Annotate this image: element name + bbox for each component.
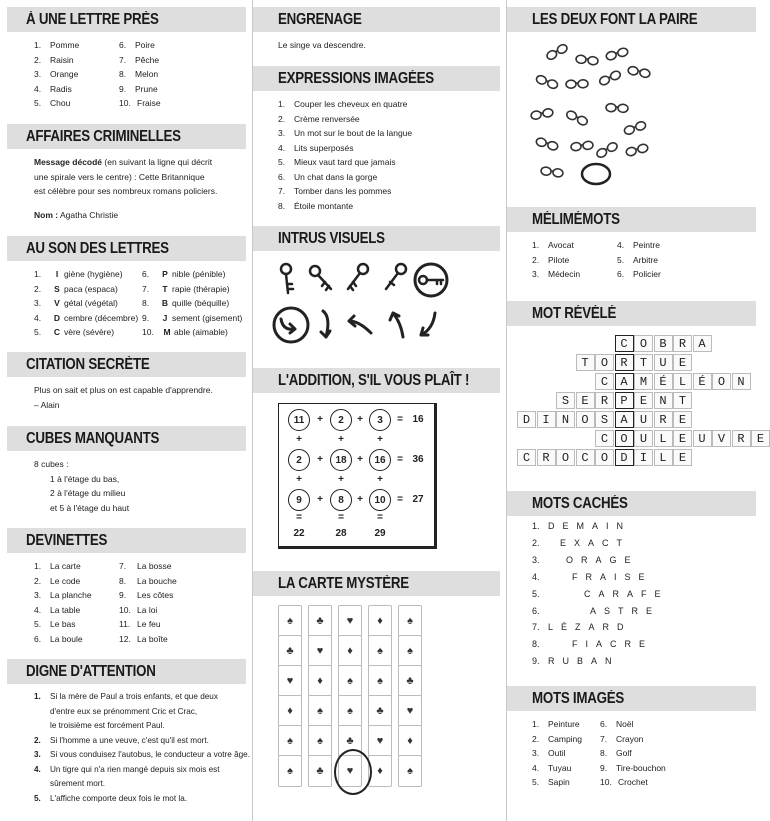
letter-cell: L: [673, 373, 692, 390]
glasses-icon: [535, 74, 558, 89]
list-item: 1. La carte: [34, 561, 81, 571]
card-grid: [278, 605, 428, 790]
list-item: 7. Crayon: [600, 733, 644, 744]
column-total: 28: [335, 528, 347, 539]
playing-card: [308, 605, 332, 637]
playing-card: [368, 725, 392, 757]
equals-sign: =: [338, 512, 344, 523]
section-title: À UNE LETTRE PRÈS: [26, 11, 159, 28]
arrow-icon: [390, 313, 403, 337]
letter-cell: I: [634, 449, 653, 466]
addition-number: 18: [330, 449, 352, 471]
glasses-icon: [571, 141, 594, 151]
list-item: 2. Pilote: [532, 254, 570, 265]
playing-card: [368, 605, 392, 637]
letter-cell: E: [673, 411, 692, 428]
list-item: 5. C vère (sévère): [34, 327, 115, 337]
letter-cell: O: [615, 430, 634, 447]
list-item: 10. La loi: [119, 604, 158, 615]
playing-card: [398, 605, 422, 637]
column-total: 22: [293, 528, 305, 539]
list-item: 2. EXACT: [532, 537, 631, 548]
equals-sign: =: [397, 454, 403, 465]
letter-cell: C: [576, 449, 595, 466]
letter-cell: T: [634, 354, 653, 371]
list-item: 3. Orange: [34, 69, 79, 79]
letter-cell: U: [634, 411, 653, 428]
list-item: 5. Chou: [34, 98, 71, 108]
list-item: 10. Crochet: [600, 777, 648, 787]
section-intrus-visuels: [253, 226, 506, 356]
list-item: 2. Raisin: [34, 54, 74, 65]
card-suit-icon: ♥: [346, 615, 354, 627]
addition-number: 2: [330, 409, 352, 431]
glasses-icon: [595, 141, 618, 159]
list-item: 2. Si l'homme a une veuve, c'est qu'il est mort.: [34, 735, 209, 745]
glasses-icon: [541, 167, 564, 178]
letter-cell: R: [595, 392, 614, 409]
card-suit-icon: ♦: [287, 705, 293, 717]
addition-number: 3: [369, 409, 391, 431]
equals-sign: =: [397, 414, 403, 425]
letter-cell: A: [615, 373, 634, 390]
playing-card: [278, 725, 302, 757]
list-item: 1. Pomme: [34, 40, 80, 50]
card-suit-icon: ♣: [406, 675, 414, 687]
card-suit-icon: ♦: [317, 675, 323, 687]
card-suit-icon: ♠: [287, 615, 293, 627]
list-item: 3. Outil: [532, 748, 566, 758]
list-item: 4. Tuyau: [532, 762, 572, 773]
section-title: MOTS CACHÉS: [532, 495, 628, 512]
playing-card: [308, 635, 332, 667]
list-item: 2. Crème renversée: [278, 113, 360, 124]
section-au-son-des-lettres: [0, 236, 252, 340]
key-icon: [310, 266, 331, 290]
letter-cell: É: [654, 373, 673, 390]
letter-cell: R: [615, 354, 634, 371]
row-total: 16: [412, 414, 424, 425]
plus-sign: +: [296, 474, 302, 485]
letter-cell: E: [751, 430, 770, 447]
list-item: 3. ORAGE: [532, 554, 639, 565]
equals-sign: =: [296, 512, 302, 523]
letter-cell: R: [673, 335, 692, 352]
arrow-icon: [421, 313, 435, 335]
list-item: 1. Avocat: [532, 240, 574, 250]
section-title: MOT RÉVÉLÉ: [532, 305, 617, 322]
letter-cell: U: [634, 430, 653, 447]
list-item: 4. Peintre: [617, 240, 660, 250]
letter-cell: C: [615, 335, 634, 352]
plus-sign: +: [296, 434, 302, 445]
list-item: 6. ASTRE: [532, 605, 661, 616]
list-item: 10. Fraise: [119, 98, 161, 108]
list-item: 7. Pêche: [119, 54, 160, 65]
list-item: 2. Le code: [34, 575, 81, 586]
card-suit-icon: ♣: [346, 735, 354, 747]
plus-sign: +: [317, 454, 323, 465]
playing-card: [338, 695, 362, 727]
section-addition: [253, 368, 506, 539]
playing-card: [278, 605, 302, 637]
list-item: 9. J sement (gisement): [142, 312, 243, 323]
key-icon: [386, 264, 406, 289]
list-item: 6. Policier: [617, 269, 661, 279]
section-title: MOTS IMAGÉS: [532, 690, 624, 707]
glasses-icon: [623, 120, 646, 135]
section-title: CUBES MANQUANTS: [26, 430, 160, 447]
list-item: 9. Prune: [119, 83, 158, 94]
glasses-icon: [576, 55, 599, 66]
playing-card: [368, 695, 392, 727]
letter-cell: U: [654, 354, 673, 371]
section-title: AU SON DES LETTRES: [26, 240, 169, 257]
list-item: 5. Mieux vaut tard que jamais: [278, 157, 396, 167]
playing-card: [338, 665, 362, 697]
letter-cell: S: [556, 392, 575, 409]
list-item: 1. Peinture: [532, 719, 580, 729]
letter-cell: M: [634, 373, 653, 390]
letter-cell: O: [634, 335, 653, 352]
list-item: 5. L'affiche comporte deux fois le mot la.: [34, 793, 188, 803]
card-suit-icon: ♦: [347, 645, 353, 657]
letter-cell: R: [732, 430, 751, 447]
card-suit-icon: ♠: [407, 615, 413, 627]
section-affaires-criminelles: AFFAIRES CRIMINELLES Message décodé (en suivant la ligne qui décrit une spirale vers le centre) : Cette Britannique est célèbre pour ses nombreux romans policiers. Nom : Agatha Christie: [0, 124, 252, 222]
glasses-icon: [625, 143, 648, 156]
playing-card: [398, 635, 422, 667]
section-citation-secrete: CITATION SECRÈTE Plus on sait et plus on est capable d'apprendre. – Alain: [0, 352, 252, 412]
addition-number: 2: [288, 449, 310, 471]
list-item: 8. B quille (béquille): [142, 298, 230, 308]
section-title: INTRUS VISUELS: [278, 230, 385, 247]
section-mots-images: [507, 686, 762, 790]
key-icon: [415, 264, 447, 296]
list-item: 4. D cembre (décembre): [34, 312, 139, 323]
card-suit-icon: ♥: [316, 645, 324, 657]
card-suit-icon: ♠: [317, 705, 323, 717]
list-item: 6. Noël: [600, 719, 634, 729]
glasses-icon: [545, 43, 568, 61]
plus-sign: +: [377, 434, 383, 445]
section-devinettes: [0, 528, 252, 646]
letter-cell: V: [712, 430, 731, 447]
letter-cell: U: [693, 430, 712, 447]
playing-card: [278, 695, 302, 727]
list-item: 6. Poire: [119, 40, 155, 50]
letter-cell: D: [517, 411, 536, 428]
list-item: 4. Un tigre qui n'a rien mangé depuis six mois est: [34, 764, 220, 774]
list-item: 1. I giène (hygiène): [34, 269, 123, 279]
addition-number: 9: [288, 489, 310, 511]
letter-cell: P: [615, 392, 634, 409]
list-item: 6. Un chat dans la gorge: [278, 171, 378, 182]
card-suit-icon: ♠: [287, 765, 293, 777]
equals-sign: =: [397, 494, 403, 505]
section-title: LES DEUX FONT LA PAIRE: [532, 11, 698, 28]
column-1: [0, 0, 253, 821]
letter-cell: N: [556, 411, 575, 428]
section-melimemots: [507, 207, 762, 282]
section-title: DIGNE D'ATTENTION: [26, 663, 156, 680]
letter-cell: L: [654, 449, 673, 466]
list-item: 8. FIACRE: [532, 639, 654, 650]
playing-card: [398, 755, 422, 787]
glasses-image: [507, 32, 762, 192]
list-item: 8. La bouche: [119, 575, 177, 586]
playing-card: [368, 665, 392, 697]
playing-card: [308, 695, 332, 727]
list-item: 3. Un mot sur le bout de la langue: [278, 128, 413, 138]
list-item: 7. La bosse: [119, 561, 172, 571]
list-item: 2. Camping: [532, 733, 583, 744]
list-item: 7. LÉZARD: [532, 622, 632, 633]
section-digne-dattention: DIGNE D'ATTENTION 1. Si la mère de Paul a trois enfants, et que deux d'entre eux se prénomment Cric et Crac, le troisième est forcément Paul. 2. Si l'homme a une veuve, c'est qu'il est mort. 3. Si vous conduisez l'autobus, le conducteur a votre âge. 4. Un tigre qui n'a rien mangé depuis six mois est sûrement mort. 5. L'affiche comporte deux fois le mot la.: [0, 659, 252, 806]
letter-cell: O: [595, 354, 614, 371]
section-engrenage: ENGRENAGE Le singe va descendre.: [253, 7, 506, 53]
section-title: EXPRESSIONS IMAGÉES: [278, 70, 434, 87]
section-title: MÉLIMÉMOTS: [532, 211, 620, 228]
section-title: L'ADDITION, S'IL VOUS PLAÎT !: [278, 372, 470, 389]
list-item: 9. Tire-bouchon: [600, 762, 666, 773]
plus-sign: +: [338, 434, 344, 445]
plus-sign: +: [317, 414, 323, 425]
letter-cell: T: [576, 354, 595, 371]
glasses-icon: [535, 137, 558, 151]
card-suit-icon: ♠: [377, 645, 383, 657]
letter-cell: L: [654, 430, 673, 447]
section-cubes-manquants: CUBES MANQUANTS 8 cubes : 1 à l'étage du bas, 2 à l'étage du milieu et 5 à l'étage du haut: [0, 426, 252, 515]
section-title: AFFAIRES CRIMINELLES: [26, 128, 181, 145]
highlight-circle: [334, 749, 372, 795]
card-suit-icon: ♦: [407, 735, 413, 747]
list-item: 3. V gétal (végétal): [34, 298, 118, 308]
card-suit-icon: ♠: [317, 735, 323, 747]
playing-card: [338, 605, 362, 637]
playing-card: [278, 665, 302, 697]
card-suit-icon: ♣: [316, 615, 324, 627]
letter-cell: O: [595, 449, 614, 466]
card-suit-icon: ♥: [286, 675, 294, 687]
addition-number: 16: [369, 449, 391, 471]
list-item: 8. Étoile montante: [278, 200, 354, 211]
section-les-deux-font-la-paire: [507, 7, 762, 192]
glasses-icon: [627, 66, 650, 78]
card-suit-icon: ♣: [376, 705, 384, 717]
playing-card: [398, 665, 422, 697]
letter-cell: D: [615, 449, 634, 466]
letter-cell: E: [576, 392, 595, 409]
glasses-icon: [565, 110, 588, 127]
list-item: 10. M able (aimable): [142, 327, 228, 337]
list-item: 1. Si la mère de Paul a trois enfants, et que deux: [34, 692, 218, 701]
letter-cell: E: [673, 354, 692, 371]
list-item: 4. Radis: [34, 83, 72, 94]
card-suit-icon: ♥: [346, 765, 354, 777]
card-suit-icon: ♥: [376, 735, 384, 747]
plus-sign: +: [377, 474, 383, 485]
letter-cell: T: [673, 392, 692, 409]
addition-grid: [278, 403, 437, 549]
letter-cell: N: [654, 392, 673, 409]
playing-card: [368, 635, 392, 667]
plus-sign: +: [317, 494, 323, 505]
column-2: [253, 0, 507, 821]
intrus-visuels-image: [253, 251, 506, 356]
letter-cell: N: [732, 373, 751, 390]
key-icon: [281, 264, 293, 293]
letter-cell: B: [654, 335, 673, 352]
list-item: 7. Tomber dans les pommes: [278, 186, 392, 196]
card-suit-icon: ♠: [407, 645, 413, 657]
list-item: 5. Sapin: [532, 777, 570, 787]
letter-cell: C: [595, 373, 614, 390]
addition-number: 8: [330, 489, 352, 511]
card-suit-icon: ♦: [377, 765, 383, 777]
card-suit-icon: ♠: [347, 675, 353, 687]
section-mot-revele: [507, 301, 765, 465]
hidden-words-list: [532, 521, 757, 671]
letter-cell: O: [576, 411, 595, 428]
plus-sign: +: [357, 494, 363, 505]
card-suit-icon: ♣: [286, 645, 294, 657]
list-item: 5. Arbitre: [617, 254, 659, 265]
addition-number: 10: [369, 489, 391, 511]
column-total: 29: [374, 528, 386, 539]
list-item: 8. Melon: [119, 69, 159, 79]
letter-cell: O: [556, 449, 575, 466]
playing-card: [308, 665, 332, 697]
list-item: 1. Couper les cheveux en quatre: [278, 99, 408, 109]
letter-cell: A: [693, 335, 712, 352]
section-mots-caches: [507, 491, 762, 667]
letter-cell: R: [537, 449, 556, 466]
list-item: 12. La boîte: [119, 633, 168, 644]
letter-cell: E: [634, 392, 653, 409]
card-suit-icon: ♦: [377, 615, 383, 627]
key-icon: [348, 264, 368, 290]
arrow-icon: [349, 316, 371, 333]
plus-sign: +: [357, 454, 363, 465]
glasses-icon: [606, 103, 628, 112]
section-title: DEVINETTES: [26, 532, 108, 549]
list-item: 6. La boule: [34, 633, 83, 644]
plus-sign: +: [357, 414, 363, 425]
row-total: 36: [412, 454, 424, 465]
equals-sign: =: [377, 512, 383, 523]
section-title: ENGRENAGE: [278, 11, 362, 28]
list-item: 3. La planche: [34, 590, 92, 600]
letter-cell: S: [595, 411, 614, 428]
arrow-icon: [274, 308, 308, 342]
list-item: 2. S paca (espaca): [34, 283, 118, 294]
letter-cell: É: [693, 373, 712, 390]
list-item: 6. P nible (pénible): [142, 269, 226, 279]
letter-cell: E: [673, 430, 692, 447]
row-total: 27: [412, 494, 424, 505]
letter-cell: A: [615, 411, 634, 428]
list-item: 9. Les côtes: [119, 590, 174, 600]
list-item: 8. Golf: [600, 748, 632, 758]
letter-cell: R: [654, 411, 673, 428]
plus-sign: +: [338, 474, 344, 485]
section-la-carte-mystere: [253, 571, 506, 777]
letter-cell: I: [537, 411, 556, 428]
section-expressions-imagees: [253, 66, 506, 213]
list-item: 5. Le bas: [34, 619, 76, 629]
column-3: [507, 0, 765, 821]
playing-card: [398, 725, 422, 757]
letter-cell: C: [517, 449, 536, 466]
list-item: 5. CARAFE: [532, 588, 669, 599]
list-item: 3. Si vous conduisez l'autobus, le conducteur a votre âge.: [34, 750, 251, 759]
playing-card: [308, 725, 332, 757]
playing-card: [338, 635, 362, 667]
card-suit-icon: ♥: [406, 705, 414, 717]
list-item: 4. FRAISE: [532, 571, 653, 582]
letter-cell: E: [673, 449, 692, 466]
playing-card: [308, 755, 332, 787]
glasses-icon: [598, 70, 621, 87]
section-title: CITATION SECRÈTE: [26, 356, 150, 373]
list-item: 3. Médecin: [532, 269, 581, 279]
list-item: 4. La table: [34, 604, 81, 615]
card-suit-icon: ♠: [407, 765, 413, 777]
card-suit-icon: ♠: [377, 675, 383, 687]
list-item: 9. RUBAN: [532, 656, 620, 667]
glasses-icon: [530, 108, 553, 120]
glasses-icon: [605, 47, 628, 61]
card-suit-icon: ♠: [287, 735, 293, 747]
word-grid: [507, 335, 765, 475]
arrow-icon: [321, 311, 330, 337]
glasses-icon: [566, 80, 588, 89]
list-item: 4. Lits superposés: [278, 142, 354, 153]
list-item: 11. Le feu: [119, 619, 161, 629]
playing-card: [398, 695, 422, 727]
section-a-une-lettre-pres: [0, 7, 252, 111]
playing-card: [278, 755, 302, 787]
letter-cell: O: [712, 373, 731, 390]
section-title: LA CARTE MYSTÈRE: [278, 575, 409, 592]
letter-cell: C: [595, 430, 614, 447]
list-item: 1. DEMAIN: [532, 521, 632, 531]
card-suit-icon: ♠: [347, 705, 353, 717]
addition-number: 11: [288, 409, 310, 431]
list-item: 7. T rapie (thérapie): [142, 283, 230, 294]
playing-card: [278, 635, 302, 667]
card-suit-icon: ♣: [316, 765, 324, 777]
highlight-circle: [582, 164, 610, 184]
